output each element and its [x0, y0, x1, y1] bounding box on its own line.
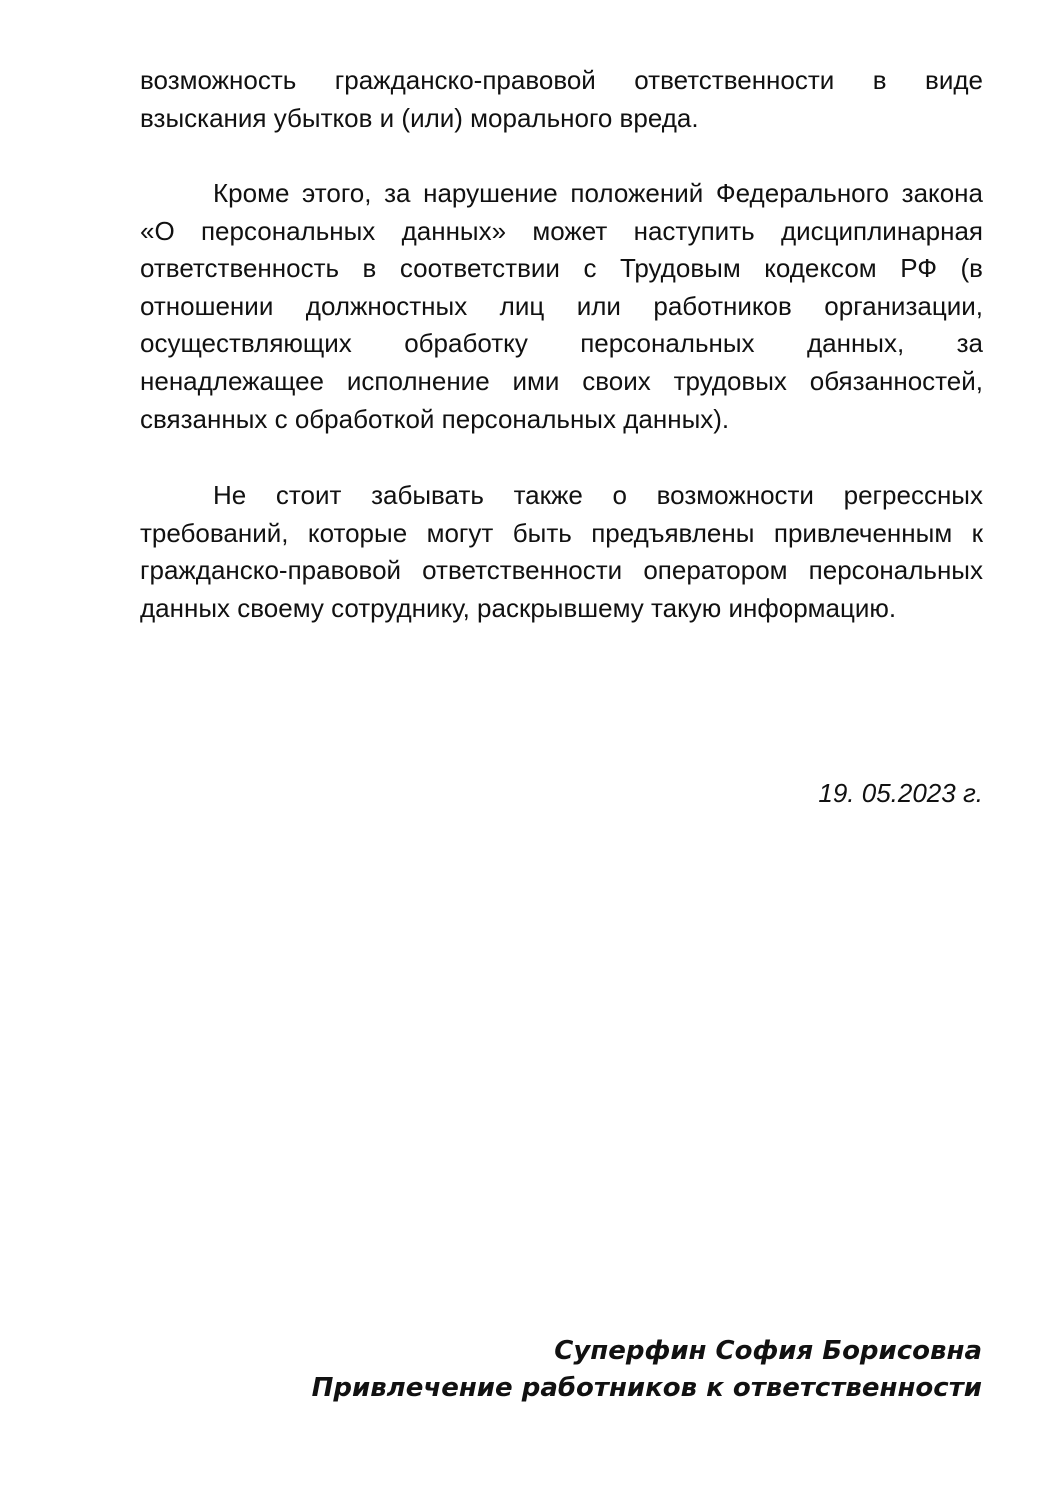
author-name: Суперфин София Борисовна [554, 1336, 982, 1366]
paragraph-2: Кроме этого, за нарушение положений Федерального закона «О персональных данных» может наступить дисциплинарная ответственность в соответствии с Трудовым кодексом РФ (в отношении должностных лиц или работников организации, осуществляющих обработку персональных данных, за ненадлежащее исполнение ими своих трудовых обязанностей, связанных с обработкой персональных данных). [140, 178, 983, 434]
signature-block [312, 1333, 982, 1407]
document-date: 19. 05.2023 г. [818, 778, 983, 808]
paragraph-3: Не стоит забывать также о возможности регрессных требований, которые могут быть предъявлены привлеченным к гражданско-правовой ответственности оператором персональных данных своему сотруднику, раскрывшему такую информацию. [140, 480, 983, 623]
paragraph-1: возможность гражданско-правовой ответственности в виде взыскания убытков и (или) морального вреда. [140, 65, 983, 133]
document-title: Привлечение работников к ответственности [311, 1373, 982, 1403]
